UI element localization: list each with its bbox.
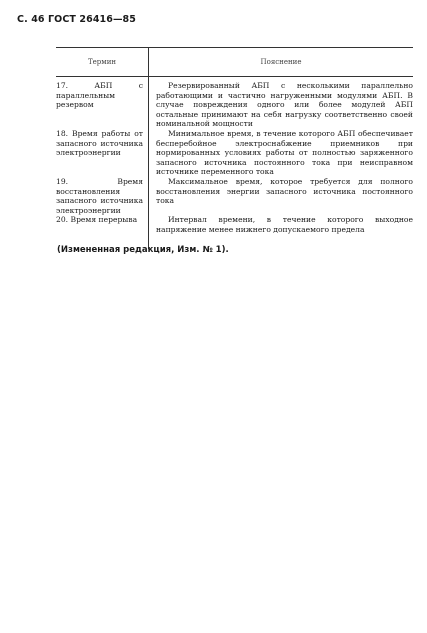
amendment-note: (Измененная редакция, Изм. № 1). [57,245,229,255]
table-header [56,47,413,77]
table-row [56,77,413,129]
table-row [56,129,413,177]
term-cell: 18. Время работы от запасного источника электроэнергии [56,128,143,158]
term-cell: 20. Время перерыва [56,215,138,225]
explanation-cell: Интервал времени, в течение которого выходное напряжение менее нижнего допускаемого предела [156,215,413,234]
term-cell: 17. АБП с параллельным резервом [56,81,143,110]
explanation-cell: Минимальное время, в течение которого АБП обеспечивает бесперебойное электроснабжение приемников при нормированных условиях работы от полностью заряженного запасного источника постоянного тока при неисправном источнике переменного тока [156,128,413,177]
column-header-explanation [148,48,413,76]
explanation-cell: Максимальное время, которое требуется для полного восстановления энергии запасного источника постоянного тока [156,176,413,206]
term-cell: 19. Время восстановления запасного источника электроэнергии [56,176,143,215]
column-divider [148,77,149,249]
terms-table [56,47,413,235]
explanation-cell: Резервированный АБП с несколькими параллельно работающими и частично нагруженными модулями АБП. В случае повреждения одного или более модулей АБП остальные принимают на себя нагрузку соответственно своей номинальной мощности [156,81,413,129]
table-body [56,77,413,235]
column-header-explanation-label: Пояснение [260,58,302,66]
table-row [56,215,413,234]
column-header-term: Термин [87,58,117,66]
page-header: С. 46 ГОСТ 26416—85 [17,14,136,25]
table-row [56,177,413,215]
